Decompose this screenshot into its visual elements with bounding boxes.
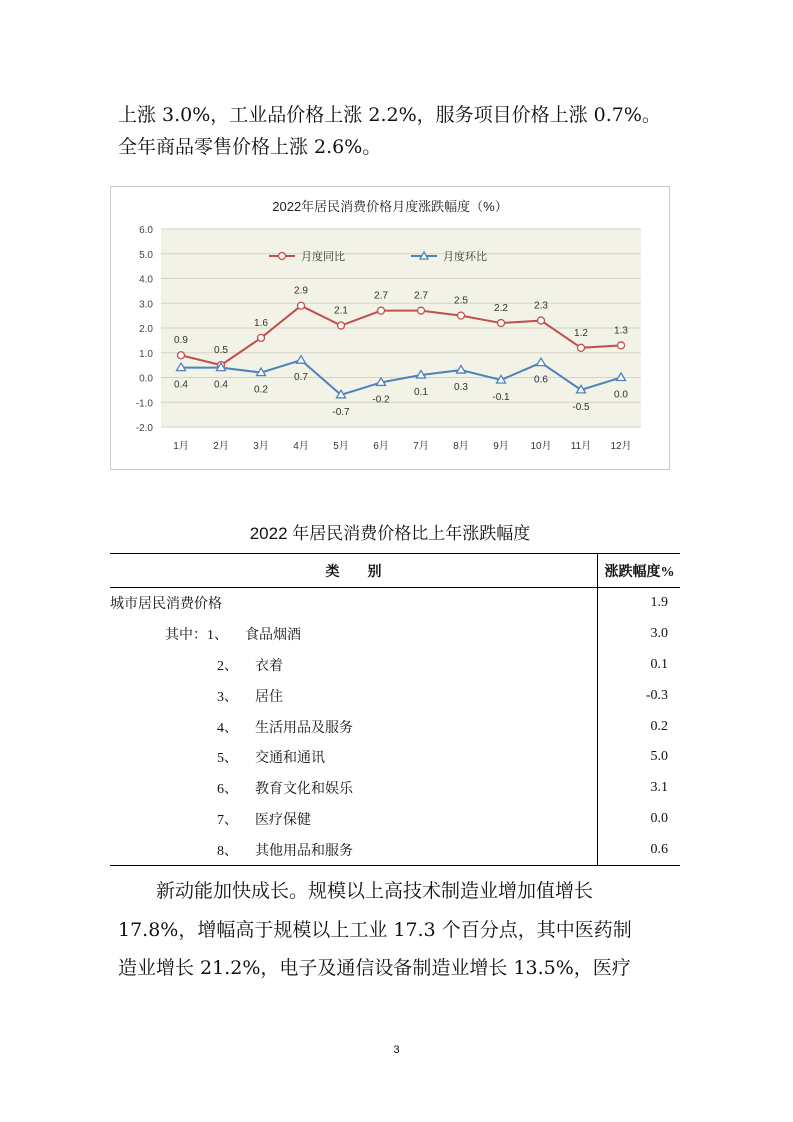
row-label: 城市居民消费价格 [110,597,222,613]
row-number: 5、 [217,751,238,767]
x-tick-label: 8月 [453,441,469,452]
row-label: 教育文化和娱乐 [255,782,353,798]
data-label: -0.7 [332,406,350,418]
row-number: 1、 [207,628,228,644]
y-tick-label: 6.0 [139,225,153,236]
x-tick-label: 2月 [213,441,229,452]
table-row [110,619,680,650]
row-label: 衣着 [255,658,283,674]
body-line-3: 造业增长 21.2%，电子及通信设备制造业增长 13.5%，医疗 [118,957,631,979]
row-value: 3.1 [650,780,668,796]
row-number: 3、 [217,689,238,705]
data-label: 1.3 [614,325,628,337]
table-row [110,773,680,804]
body-line-2: 17.8%，增幅高于规模以上工业 17.3 个百分点，其中医药制 [118,919,632,941]
table-header-row [110,554,680,588]
chart-svg [111,187,669,469]
row-number: 2、 [217,658,238,674]
data-label: -0.5 [572,401,590,413]
row-value: 0.1 [650,656,668,672]
data-label: 0.3 [454,382,468,394]
table-row [110,711,680,742]
row-label: 其他用品和服务 [255,843,353,859]
row-label: 医疗保健 [255,812,311,828]
x-tick-label: 7月 [413,441,429,452]
row-number: 4、 [217,720,238,736]
cpi-table [110,553,680,866]
row-label: 生活用品及服务 [255,720,353,736]
row-value: 1.9 [650,595,668,611]
chart-title: 2022年居民消费价格月度涨跌幅度（%） [272,199,508,214]
data-label: 0.5 [214,345,228,357]
header-change: 涨跌幅度% [598,554,681,588]
row-category [110,742,598,773]
data-label: 2.9 [294,285,308,297]
row-value: 0.0 [650,810,668,826]
data-label: 2.5 [454,295,468,307]
data-point [298,302,305,309]
data-point [458,312,465,319]
row-value: 5.0 [650,749,668,765]
y-tick-label: -1.0 [135,398,153,410]
data-label: 2.3 [534,300,548,312]
row-category [110,804,598,835]
x-tick-label: 6月 [373,441,389,452]
table-title: 2022 年居民消费价格比上年涨跌幅度 [249,524,531,543]
row-category [110,619,598,650]
data-point [178,352,185,359]
y-tick-label: 0.0 [139,373,153,385]
row-value: 3.0 [650,626,668,642]
x-tick-label: 4月 [293,441,309,452]
data-point [338,322,345,329]
data-label: 2.7 [374,290,388,302]
x-tick-label: 12月 [610,441,632,452]
row-category [110,711,598,742]
row-category [110,834,598,865]
cpi-monthly-chart [110,186,670,470]
y-tick-label: 5.0 [139,249,153,261]
legend-label: 月度环比 [443,251,487,263]
table-row [110,804,680,835]
row-label: 交通和通讯 [255,751,325,767]
data-label: 0.4 [174,379,188,391]
data-label: 2.1 [334,305,348,317]
data-label: -0.2 [372,394,390,406]
row-value: -0.3 [645,687,668,703]
page-number: 3 [393,1044,400,1056]
table-body [110,588,680,866]
table-row [110,650,680,681]
data-point [578,344,585,351]
data-point [498,320,505,327]
row-category [110,650,598,681]
legend-label: 月度同比 [301,251,345,263]
data-point [258,334,265,341]
data-label: 0.4 [214,379,228,391]
table-row [110,680,680,711]
row-category [110,680,598,711]
table-row [110,834,680,865]
data-label: 0.1 [414,387,428,399]
data-label: 1.6 [254,317,268,329]
row-number: 6、 [217,782,238,798]
y-tick-label: -2.0 [135,423,153,434]
data-label: 0.7 [294,372,308,384]
x-tick-label: 10月 [530,441,552,452]
data-label: 0.0 [614,389,628,401]
data-point [418,307,425,314]
x-tick-label: 11月 [570,441,592,452]
x-tick-label: 5月 [333,441,349,452]
body-line-1: 新动能加快成长。规模以上高技术制造业增加值增长 [118,880,594,902]
row-category [110,588,598,619]
y-tick-label: 3.0 [139,299,153,311]
data-point [538,317,545,324]
row-category [110,773,598,804]
y-tick-label: 4.0 [139,274,153,286]
data-label: 0.2 [254,384,268,396]
data-label: 0.9 [174,335,188,347]
data-point [618,342,625,349]
data-label: -0.1 [492,391,510,403]
data-label: 1.2 [574,327,588,339]
row-label: 居住 [255,689,283,705]
header-category: 类 别 [110,554,598,588]
x-tick-label: 1月 [173,441,189,452]
y-tick-label: 2.0 [139,324,153,335]
data-label: 0.6 [534,374,548,386]
table-row [110,588,680,619]
row-label: 食品烟酒 [245,628,301,644]
data-label: 2.2 [494,303,508,315]
table-row [110,742,680,773]
row-number: 8、 [217,843,238,859]
y-tick-label: 1.0 [139,348,153,360]
data-point [378,307,385,314]
data-label: 2.7 [414,290,428,302]
x-tick-label: 9月 [493,441,509,452]
intro-line-2: 全年商品零售价格上涨 2.6%。 [118,136,382,158]
row-value: 0.6 [598,834,681,865]
row-prefix: 其中： [165,628,207,644]
row-number: 7、 [217,812,238,828]
row-value: 0.2 [650,718,668,734]
legend-marker [279,253,286,260]
intro-line-1: 上涨 3.0%，工业品价格上涨 2.2%，服务项目价格上涨 0.7%。 [118,104,661,126]
x-tick-label: 3月 [253,441,269,452]
